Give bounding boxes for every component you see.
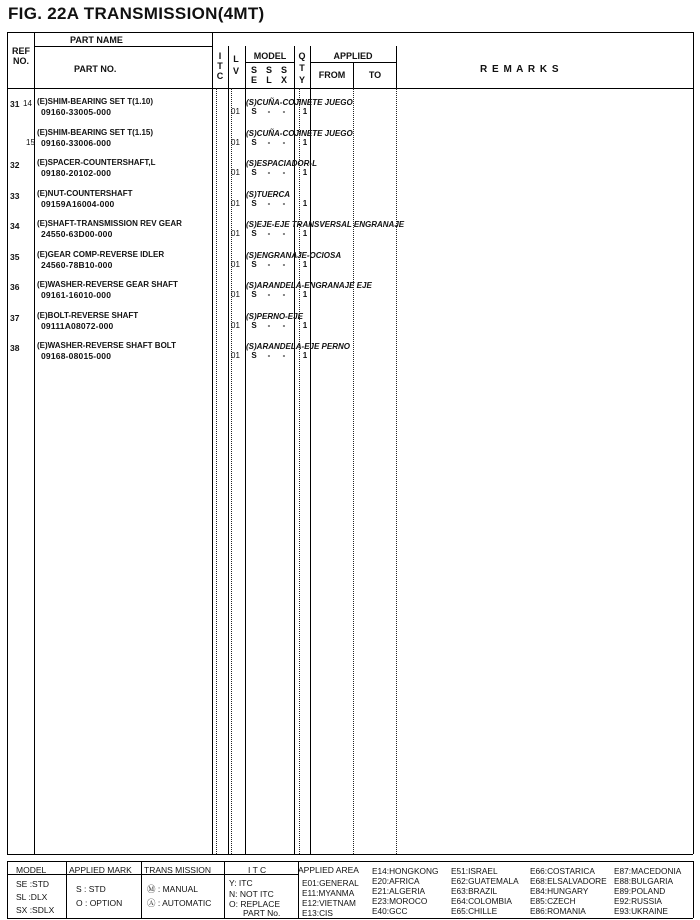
model-mark: -: [282, 107, 286, 116]
level-value: 01: [231, 259, 240, 269]
table-row: [0, 128, 700, 160]
quantity: 1: [302, 259, 308, 269]
part-name-header: PART NAME: [70, 35, 123, 45]
area-code: E11:MYANMA: [302, 888, 355, 898]
remark-text: (S)CUÑA-COJINETE JUEGO: [246, 98, 353, 107]
legend-itc-n: N: NOT ITC: [229, 889, 274, 899]
no-header: NO.: [12, 56, 29, 66]
remark-text: (S)EJE-EJE TRANSVERSAL ENGRANAJE: [246, 220, 405, 229]
model-mark: -: [267, 229, 271, 238]
table-row: [0, 250, 700, 282]
ref-number: 33: [10, 190, 20, 201]
table-row: [0, 280, 700, 312]
part-name: (E)SHIM-BEARING SET T(1.15): [37, 127, 154, 137]
area-code: E12:VIETNAM: [302, 898, 356, 908]
model-mark: S: [251, 107, 257, 116]
page-title: FIG. 22A TRANSMISSION(4MT): [8, 4, 265, 23]
ref-sub-number: 15: [26, 137, 35, 147]
remark-text: (S)ENGRANAJE-OCIOSA: [246, 250, 342, 260]
area-code: E92:RUSSIA: [614, 896, 662, 906]
area-code: E84:HUNGARY: [530, 886, 589, 896]
table-row: [0, 158, 700, 190]
quantity: 1: [302, 168, 308, 177]
ref-header: REF: [12, 46, 30, 56]
area-code: E63:BRAZIL: [451, 886, 498, 896]
model-mark: -: [282, 137, 286, 147]
model-mark: -: [267, 351, 271, 360]
model-mark: S: [251, 351, 257, 360]
area-code: E65:CHILLE: [451, 906, 498, 916]
legend-mark-std: S : STD: [76, 884, 106, 894]
quantity: 1: [302, 290, 308, 299]
area-code: E01:GENERAL: [302, 878, 359, 888]
ref-number: 34: [10, 221, 20, 231]
table-row: [0, 219, 700, 251]
model-mark: S: [251, 229, 257, 238]
area-code: E40:GCC: [372, 906, 408, 916]
level-value: 01: [231, 168, 240, 177]
area-code: E23:MOROCO: [372, 896, 428, 906]
quantity: 1: [302, 137, 308, 147]
legend-mark-option: O : OPTION: [76, 898, 123, 908]
legend-itc-y: Y: ITC: [229, 878, 253, 888]
model-header: MODEL: [253, 51, 287, 61]
model-mark: S: [251, 290, 257, 299]
area-code: E86:ROMANIA: [530, 906, 586, 916]
legend-trans-manual: Ⓜ : MANUAL: [147, 884, 199, 894]
part-name: (E)SPACER-COUNTERSHAFT,L: [37, 158, 156, 167]
model-mark: S: [251, 198, 257, 208]
part-number: 09160-33005-000: [41, 107, 112, 117]
part-name: (E)WASHER-REVERSE GEAR SHAFT: [37, 280, 178, 289]
level-value: 01: [231, 198, 240, 208]
model-mark: -: [282, 259, 286, 269]
legend-itc-part-no: PART No.: [243, 908, 281, 918]
legend-trans-automatic: Ⓐ : AUTOMATIC: [147, 898, 212, 908]
table-row: [0, 341, 700, 373]
ref-number: 38: [10, 343, 20, 353]
lv-header-v: V: [232, 66, 239, 76]
legend-model-header: MODEL: [16, 865, 47, 875]
model-mark: -: [267, 168, 271, 177]
remark-text: (S)ARANDELA-ENGRANAJE EJE: [246, 281, 372, 290]
legend-itc-o: O: REPLACE: [229, 899, 281, 909]
model-col-sl-l: L: [266, 75, 272, 85]
ref-number: 36: [10, 282, 20, 292]
part-number: 09180-20102-000: [41, 168, 112, 178]
area-code: E13:CIS: [302, 908, 333, 918]
area-code: E88:BULGARIA: [614, 876, 674, 886]
level-value: 01: [231, 107, 240, 116]
area-code: E64:COLOMBIA: [451, 896, 512, 906]
area-code: E93:UKRAINE: [614, 906, 668, 916]
remark-text: (S)ARANDELA-EJE PERNO: [246, 342, 351, 351]
area-code: E66:COSTARICA: [530, 866, 595, 876]
legend-area-header: APPLIED AREA: [298, 865, 359, 875]
remark-text: (S)PERNO-EJE: [246, 311, 303, 321]
model-mark: S: [251, 320, 257, 330]
to-header: TO: [368, 70, 382, 80]
level-value: 01: [231, 320, 240, 330]
lv-header-l: L: [233, 54, 239, 64]
part-number: 09159A16004-000: [41, 198, 115, 209]
area-code: E89:POLAND: [614, 886, 666, 896]
model-mark: -: [282, 320, 286, 330]
model-mark: -: [267, 198, 271, 208]
level-value: 01: [231, 290, 240, 299]
part-no-header: PART NO.: [74, 64, 117, 74]
table-row: [0, 97, 700, 129]
legend-applied-mark-header: APPLIED MARK: [69, 865, 132, 875]
ref-number: 31: [10, 99, 20, 109]
table-row: [0, 189, 700, 221]
model-col-sx-x: X: [280, 75, 287, 85]
part-number: 09161-16010-000: [41, 290, 112, 300]
area-code: E14:HONGKONG: [372, 866, 439, 876]
legend-trans-header: TRANS MISSION: [144, 865, 212, 875]
part-number: 09111A08072-000: [41, 320, 114, 331]
level-value: 01: [231, 229, 240, 238]
area-code: E20:AFRICA: [372, 876, 420, 886]
part-number: 09160-33006-000: [41, 137, 112, 148]
ref-sub-number: 14: [23, 99, 32, 108]
legend-itc-header: I T C: [248, 865, 267, 875]
remarks-header: R E M A R K S: [480, 64, 560, 75]
model-mark: -: [282, 229, 286, 238]
model-mark: -: [282, 168, 286, 177]
legend-model-sx: SX :SDLX: [16, 905, 55, 915]
itc-header-i: I: [218, 51, 222, 61]
model-mark: -: [267, 290, 271, 299]
model-mark: S: [251, 137, 257, 147]
part-name: (E)GEAR COMP-REVERSE IDLER: [37, 249, 165, 259]
model-col-se-s: S: [250, 65, 257, 75]
part-number: 24550-63D00-000: [41, 229, 113, 239]
part-number: 09168-08015-000: [41, 351, 112, 361]
model-mark: -: [282, 198, 286, 208]
remark-text: (S)ESPACIADOR-L: [246, 159, 317, 168]
area-code: E21:ALGERIA: [372, 886, 426, 896]
qty-header-y: Y: [298, 75, 305, 85]
model-mark: -: [267, 107, 271, 116]
quantity: 1: [302, 107, 308, 116]
part-name: (E)BOLT-REVERSE SHAFT: [37, 310, 139, 320]
model-mark: S: [251, 168, 257, 177]
model-mark: S: [251, 259, 257, 269]
model-col-se-e: E: [250, 75, 257, 85]
qty-header-q: Q: [298, 51, 306, 61]
applied-header: APPLIED: [333, 51, 373, 61]
quantity: 1: [302, 320, 308, 330]
itc-header-t: T: [217, 61, 223, 71]
quantity: 1: [302, 351, 308, 360]
area-code: E51:ISRAEL: [451, 866, 498, 876]
model-col-sl-s: S: [265, 65, 272, 75]
part-name: (E)WASHER-REVERSE SHAFT BOLT: [37, 341, 176, 350]
part-number: 24560-78B10-000: [41, 259, 113, 270]
qty-header-t: T: [299, 63, 305, 73]
area-code: E87:MACEDONIA: [614, 866, 682, 876]
part-name: (E)SHIM-BEARING SET T(1.10): [37, 97, 154, 106]
ref-number: 35: [10, 251, 20, 262]
area-code: E62:GUATEMALA: [451, 876, 519, 886]
model-mark: -: [267, 320, 271, 330]
ref-number: 37: [10, 312, 20, 323]
part-name: (E)SHAFT-TRANSMISSION REV GEAR: [37, 219, 182, 228]
model-mark: -: [267, 137, 271, 147]
area-code: E85:CZECH: [530, 896, 576, 906]
level-value: 01: [231, 137, 240, 147]
ref-number: 32: [10, 160, 20, 170]
from-header: FROM: [318, 70, 346, 80]
part-name: (E)NUT-COUNTERSHAFT: [37, 188, 133, 198]
quantity: 1: [302, 229, 308, 238]
remark-text: (S)CUÑA-COJINETE JUEGO: [246, 128, 353, 138]
level-value: 01: [231, 351, 240, 360]
model-mark: -: [282, 351, 286, 360]
legend-model-sl: SL :DLX: [16, 892, 48, 902]
quantity: 1: [302, 198, 308, 208]
legend-model-se: SE :STD: [16, 879, 50, 889]
model-mark: -: [267, 259, 271, 269]
area-code: E68:ELSALVADORE: [530, 876, 607, 886]
itc-header-c: C: [216, 71, 224, 81]
model-mark: -: [282, 290, 286, 299]
remark-text: (S)TUERCA: [246, 189, 290, 199]
table-row: [0, 311, 700, 343]
model-col-sx-s: S: [280, 65, 287, 75]
